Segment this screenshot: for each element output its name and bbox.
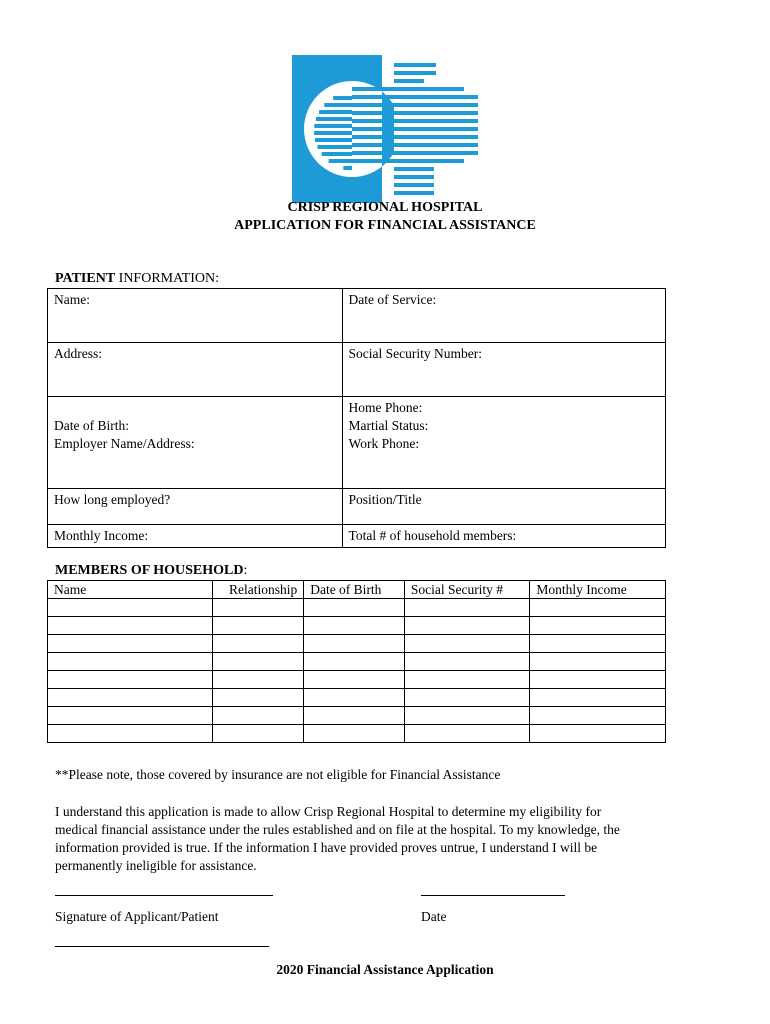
household-table-body [48, 599, 666, 743]
household-cell[interactable] [213, 689, 304, 707]
logo-stripe [352, 95, 478, 99]
household-cell[interactable] [48, 689, 213, 707]
phone-status-field[interactable] [342, 397, 665, 489]
household-cell[interactable] [48, 725, 213, 743]
household-cell[interactable] [304, 599, 405, 617]
household-cell[interactable] [304, 653, 405, 671]
logo-inner-stripe [333, 96, 352, 100]
logo-stripe [352, 151, 478, 155]
logo-inner-stripe [322, 152, 352, 156]
household-heading-rest: : [243, 563, 248, 578]
household-cell[interactable] [404, 617, 530, 635]
patient-information-table [47, 288, 666, 548]
logo-inner-stripe [319, 110, 352, 114]
household-cell[interactable] [404, 707, 530, 725]
logo-stripe [352, 119, 478, 123]
field-label: Date of Birth: [54, 418, 129, 433]
household-cell[interactable] [404, 653, 530, 671]
household-cell[interactable] [404, 635, 530, 653]
signature-label: Signature of Applicant/Patient [55, 909, 219, 924]
household-heading [55, 563, 247, 579]
field-label: Work Phone: [348, 436, 420, 451]
household-cell[interactable] [404, 725, 530, 743]
logo-inner-stripe [343, 166, 352, 170]
logo-inner-stripe [318, 145, 352, 149]
logo-stripe [394, 63, 436, 67]
field-label: Name: [54, 292, 90, 307]
logo-stripe [352, 103, 478, 107]
table-row [48, 525, 666, 548]
logo-stripe [352, 159, 464, 163]
table-row [48, 489, 666, 525]
logo-stripe [394, 183, 434, 187]
column-header-ssn: Social Security # [404, 581, 530, 599]
hospital-logo [292, 55, 478, 203]
household-cell[interactable] [530, 635, 666, 653]
table-row [48, 725, 666, 743]
household-cell[interactable] [48, 653, 213, 671]
logo-stripe [352, 111, 478, 115]
logo-inner-stripe [315, 138, 352, 142]
field-label: Home Phone: [348, 400, 423, 415]
ssn-field[interactable] [342, 343, 665, 397]
logo-stripe [394, 175, 434, 179]
field-label: Address: [54, 346, 102, 361]
footer-title: 2020 Financial Assistance Application [276, 962, 494, 977]
column-header-relationship: Relationship [213, 581, 304, 599]
table-row [48, 397, 666, 489]
household-cell[interactable] [213, 635, 304, 653]
logo-stripe [394, 167, 434, 171]
household-members-field[interactable] [342, 525, 665, 548]
statement-line: I understand this application is made to allow Crisp Regional Hospital to determine my eligibility for [55, 804, 602, 819]
field-label: Employer Name/Address: [54, 436, 195, 451]
applicant-statement [55, 803, 620, 875]
footer-rule [55, 946, 269, 947]
dob-employer-field[interactable] [48, 397, 343, 489]
logo-inner-stripe [316, 117, 352, 121]
column-header-date-of-birth: Date of Birth [304, 581, 405, 599]
household-cell[interactable] [530, 689, 666, 707]
household-cell[interactable] [304, 635, 405, 653]
household-cell[interactable] [304, 725, 405, 743]
household-header-row [48, 581, 666, 599]
statement-line: information provided is true. If the information I have provided proves untrue, I understand I will be [55, 840, 598, 855]
logo-stripe [352, 87, 464, 91]
logo-stripe [352, 143, 478, 147]
hospital-name: CRISP REGIONAL HOSPITAL [287, 200, 483, 215]
household-cell[interactable] [213, 671, 304, 689]
statement-line: permanently ineligible for assistance. [55, 858, 257, 873]
household-cell[interactable] [304, 671, 405, 689]
household-members-table [47, 580, 666, 743]
table-row [48, 599, 666, 617]
signature-line[interactable] [55, 895, 273, 896]
household-cell[interactable] [530, 653, 666, 671]
field-label: Monthly Income: [54, 528, 149, 543]
logo-stripe [352, 127, 478, 131]
household-cell[interactable] [530, 617, 666, 635]
household-cell[interactable] [530, 599, 666, 617]
table-row [48, 671, 666, 689]
logo-stripe [352, 135, 478, 139]
monthly-income-field[interactable] [48, 525, 343, 548]
crisp-logo-icon [292, 55, 478, 203]
logo-stripe [394, 79, 424, 83]
household-cell[interactable] [48, 617, 213, 635]
name-field[interactable] [48, 289, 343, 343]
household-cell[interactable] [48, 707, 213, 725]
household-cell[interactable] [48, 671, 213, 689]
column-header-monthly-income: Monthly Income [530, 581, 666, 599]
household-cell[interactable] [213, 707, 304, 725]
table-row [48, 653, 666, 671]
logo-inner-stripe [324, 103, 352, 107]
statement-line: medical financial assistance under the rules established and on file at the hospital. To my knowledge, the [55, 822, 620, 837]
patient-heading-rest: INFORMATION: [115, 271, 219, 286]
table-row [48, 289, 666, 343]
household-cell[interactable] [404, 689, 530, 707]
household-cell[interactable] [304, 617, 405, 635]
household-cell[interactable] [530, 725, 666, 743]
household-cell[interactable] [530, 671, 666, 689]
logo-inner-stripe [314, 131, 352, 135]
household-cell[interactable] [304, 689, 405, 707]
logo-stripe [394, 71, 436, 75]
field-label: Social Security Number: [348, 346, 483, 361]
table-row [48, 635, 666, 653]
table-row [48, 343, 666, 397]
field-label: Martial Status: [348, 418, 429, 433]
field-label [54, 399, 336, 417]
household-cell[interactable] [404, 599, 530, 617]
table-row [48, 689, 666, 707]
position-title-field[interactable] [342, 489, 665, 525]
form-title: APPLICATION FOR FINANCIAL ASSISTANCE [234, 218, 536, 233]
how-long-employed-field[interactable] [48, 489, 343, 525]
address-field[interactable] [48, 343, 343, 397]
household-cell[interactable] [48, 635, 213, 653]
household-heading-bold: MEMBERS OF HOUSEHOLD [55, 563, 244, 578]
field-label: Date of Service: [348, 292, 437, 307]
field-label: Total # of household members: [348, 528, 517, 543]
logo-inner-stripe [314, 124, 352, 128]
household-cell[interactable] [213, 653, 304, 671]
household-cell[interactable] [213, 725, 304, 743]
field-label: How long employed? [54, 492, 171, 507]
household-cell[interactable] [213, 617, 304, 635]
household-cell[interactable] [404, 671, 530, 689]
insurance-note: **Please note, those covered by insurance are not eligible for Financial Assistance [55, 767, 501, 782]
household-cell[interactable] [530, 707, 666, 725]
date-line[interactable] [421, 895, 565, 896]
field-label: Position/Title [348, 492, 422, 507]
date-label: Date [421, 909, 447, 924]
household-cell[interactable] [48, 599, 213, 617]
table-row [48, 617, 666, 635]
logo-inner-stripe [329, 159, 352, 163]
patient-heading-bold: PATIENT [55, 271, 116, 286]
date-of-service-field[interactable] [342, 289, 665, 343]
patient-information-heading [55, 271, 219, 287]
household-cell[interactable] [304, 707, 405, 725]
logo-stripe [394, 191, 434, 195]
household-cell[interactable] [213, 599, 304, 617]
column-header-name: Name [48, 581, 213, 599]
table-row [48, 707, 666, 725]
